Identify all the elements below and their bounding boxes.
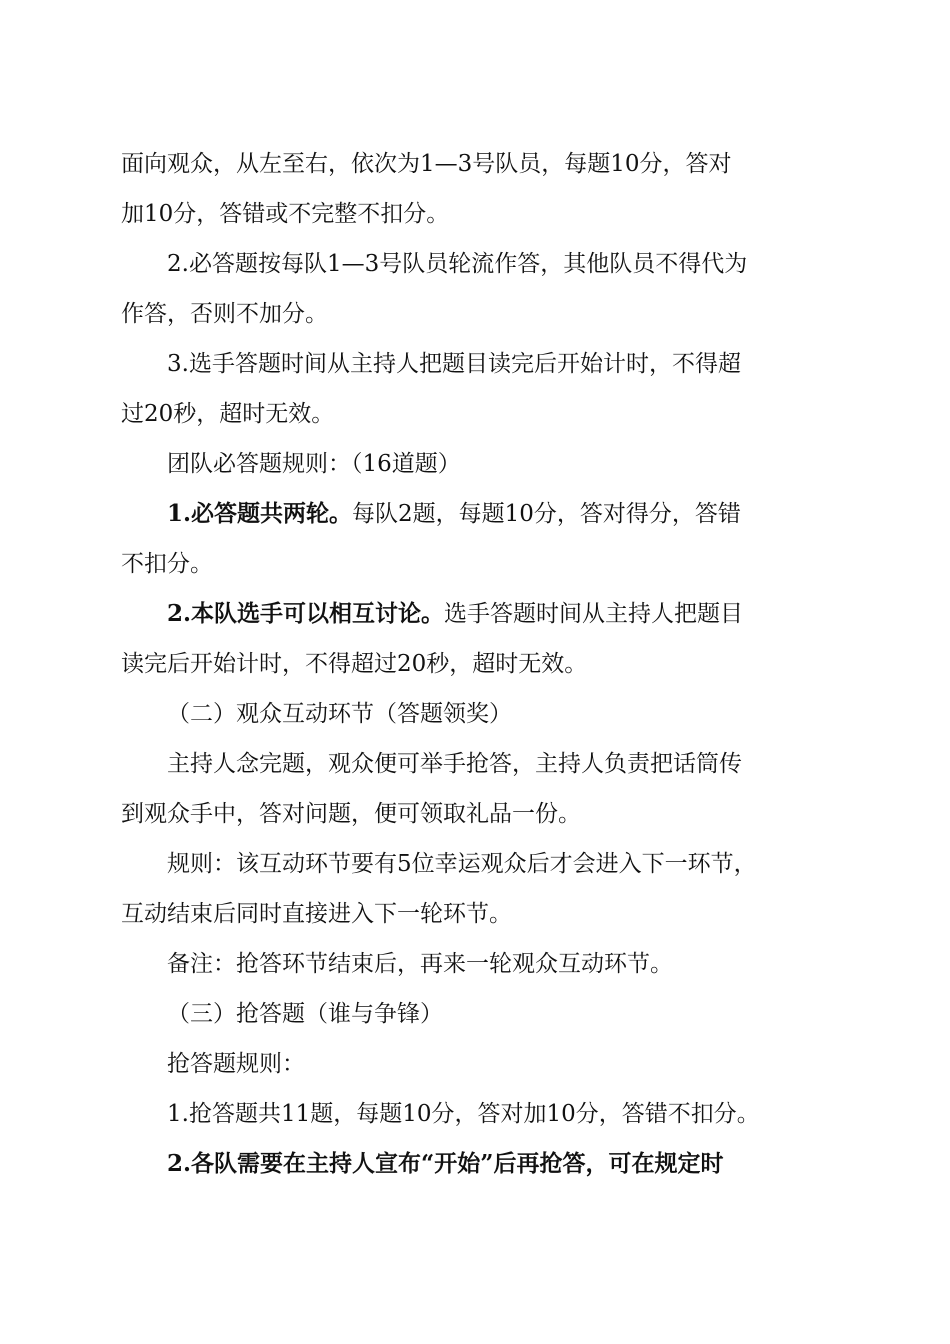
heading-team-rules [121, 439, 833, 489]
paragraph-team-rule-1 [121, 489, 833, 589]
text-line: 抢答题规则： [167, 1051, 305, 1077]
text-line: （三）抢答题（谁与争锋） [167, 1001, 443, 1027]
text-line: 3.选手答题时间从主持人把题目读完后开始计时，不得超 [167, 351, 741, 377]
paragraph-audience-description [121, 739, 833, 839]
heading-audience-interaction [121, 689, 833, 739]
heading-quick-answer [121, 989, 833, 1039]
text-line: 主持人念完题，观众便可举手抢答，主持人负责把话筒传 [167, 751, 742, 777]
text-line: 读完后开始计时，不得超过20秒，超时无效。 [121, 651, 588, 677]
text-line: （二）观众互动环节（答题领奖） [167, 701, 512, 727]
text-line: 不扣分。 [121, 551, 213, 577]
text-line: 加10分，答错或不完整不扣分。 [121, 201, 450, 227]
text-line: 到观众手中，答对问题，便可领取礼品一份。 [121, 801, 581, 827]
text-run: 选手答题时间从主持人把题目 [444, 601, 744, 627]
text-line [121, 489, 833, 539]
text-line [121, 589, 833, 639]
paragraph-quick-rule-1 [121, 1089, 833, 1139]
text-line: 作答，否则不加分。 [121, 301, 328, 327]
paragraph-team-rule-2 [121, 589, 833, 689]
text-line: 面向观众，从左至右，依次为1—3号队员，每题10分，答对 [121, 151, 732, 177]
paragraph-audience-rules [121, 839, 833, 939]
paragraph-rule-3 [121, 339, 833, 439]
text-line: 2.必答题按每队1—3号队员轮流作答，其他队员不得代为 [167, 251, 748, 277]
paragraph-quick-rule-2 [121, 1139, 833, 1189]
text-line: 互动结束后同时直接进入下一轮环节。 [121, 901, 512, 927]
text-line: 2.各队需要在主持人宣布“开始”后再抢答，可在规定时 [167, 1150, 724, 1177]
text-line: 1.抢答题共11题，每题10分，答对加10分，答错不扣分。 [167, 1101, 760, 1127]
paragraph-note [121, 939, 833, 989]
paragraph-intro-continuation [121, 139, 833, 239]
bold-lead: 2.本队选手可以相互讨论。 [167, 600, 445, 627]
text-run: 每队2题，每题10分，答对得分，答错 [352, 501, 741, 527]
text-line: 过20秒，超时无效。 [121, 401, 335, 427]
text-line: 规则：该互动环节要有5位幸运观众后才会进入下一环节， [167, 851, 757, 877]
text-line: 团队必答题规则：（16道题） [167, 451, 461, 477]
bold-lead: 1.必答题共两轮。 [167, 500, 353, 527]
heading-quick-answer-rules [121, 1039, 833, 1089]
document-body [121, 139, 833, 1189]
paragraph-rule-2 [121, 239, 833, 339]
text-line: 备注：抢答环节结束后，再来一轮观众互动环节。 [167, 951, 673, 977]
